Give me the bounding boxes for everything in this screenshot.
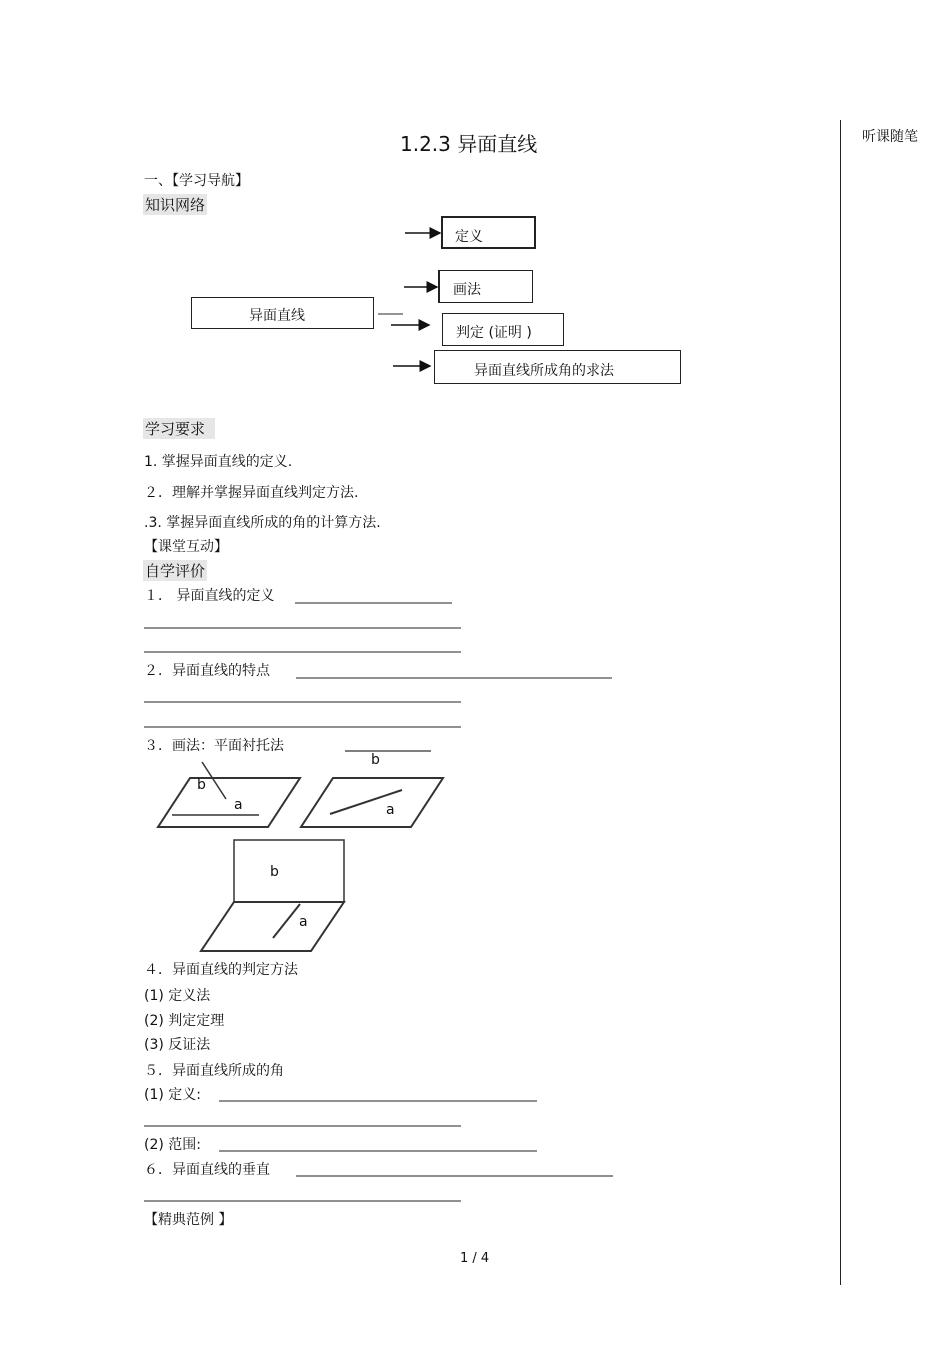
label-a: a (299, 914, 308, 930)
requirement-item: .3. 掌握异面直线所成的角的计算方法. (144, 515, 381, 531)
requirement-item: ２．理解并掌握异面直线判定方法. (144, 485, 359, 501)
question-2: ２．异面直线的特点 (144, 663, 270, 679)
diagram-node-label: 异面直线所成角的求法 (474, 363, 614, 379)
requirement-item: 1. 掌握异面直线的定义. (144, 454, 293, 470)
label-a: a (386, 802, 395, 818)
label-b: b (197, 777, 206, 793)
method-item: (3) 反证法 (144, 1037, 211, 1053)
diagram-node-label: 画法 (453, 282, 481, 298)
knowledge-net-heading: 知识网络 (145, 196, 206, 214)
question-3: ３．画法：平面衬托法 (144, 738, 284, 754)
label-b: b (270, 864, 279, 880)
question-1: １． 异面直线的定义 (144, 588, 275, 604)
angle-definition-label: (1) 定义: (144, 1087, 201, 1103)
label-a: a (234, 797, 243, 813)
plane-figure-2 (301, 778, 443, 827)
plane-figure-1 (158, 778, 300, 827)
page-number: 1 / 4 (460, 1251, 490, 1266)
page-title: 1.2.3 异面直线 (400, 132, 538, 156)
section-classroom: 【课堂互动】 (144, 539, 228, 555)
method-item: (1) 定义法 (144, 988, 211, 1004)
side-note: 听课随笔 (862, 129, 918, 145)
section-learning-guide: 一、【学习导航】 (144, 173, 249, 189)
vertical-plane-figure-3 (234, 840, 344, 902)
question-6: ６．异面直线的垂直 (144, 1162, 270, 1178)
self-eval-heading: 自学评价 (145, 562, 206, 580)
method-item: (2) 判定定理 (144, 1013, 225, 1029)
plane-figure-3 (201, 902, 344, 951)
requirements-heading: 学习要求 (143, 418, 215, 439)
diagram-center-label: 异面直线 (249, 308, 305, 324)
line-a-figure-3 (273, 904, 300, 938)
diagram-node-label: 判定 (证明 ) (456, 325, 532, 341)
question-5: ５．异面直线所成的角 (144, 1063, 284, 1079)
diagram-node-label: 定义 (455, 229, 483, 245)
angle-range-label: (2) 范围: (144, 1137, 201, 1153)
section-examples: 【精典范例 】 (144, 1212, 233, 1228)
question-4: ４．异面直线的判定方法 (144, 962, 298, 978)
label-b: b (371, 752, 380, 768)
